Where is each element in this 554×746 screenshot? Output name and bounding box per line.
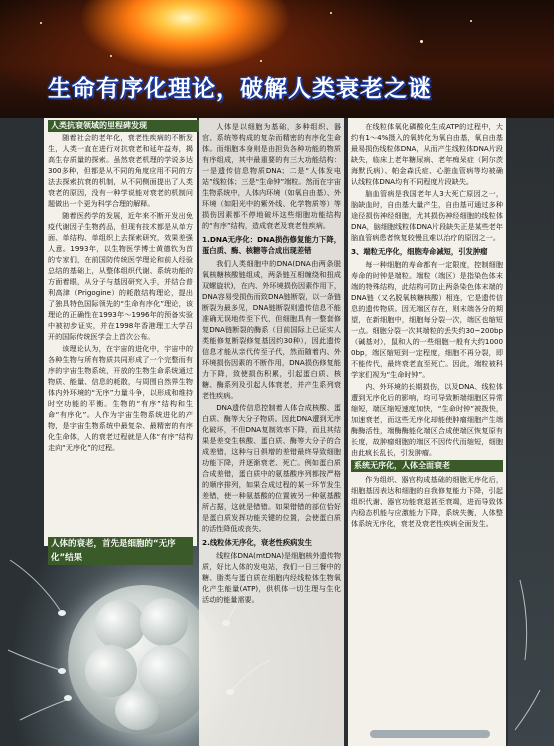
paragraph: DNA遗传信息控制着人体合成核酸、蛋白质、酶等大分子物质。因此DNA遭到无序化破坏，不但DNA复制效率下降，而且其结果是差变生核酸、蛋白质、酶等大分子的合成差错，这种与日俱增的差错最终导致细胞功能下降，并逐渐衰老、死亡。例如蛋白质合成差错，蛋白质中的氨基酸序列都按严格的顺序排列，如果合成过程的某一环节发生差错，使一种氨基酸的位置被另一种氨基酸所占据，这就是错错。如果错错的部位恰好是蛋白质发挥功能关键的位置，会使蛋白质的活性降低或丧失。	[202, 403, 341, 533]
paragraph: 我们人类细胞中的DNA(DNA由两条脱氧核糖核酸链组成，两条链互相缠绕和扭成双螺旋状)，在内、外环境损伤因素作用下，DNA容易受损伤而致DNA链断裂，以一条链断裂为最多见，DNA链断裂则遗传信息不能准确无误地传至下代，但细胞具有一整套修复DNA链断裂的酶系（目前国际上已证实人类能修复断裂修复基因约30种），因此遗传信息才能从亲代传至子代，然而随着内、外环境损伤因素的不断作用，DNA损伤修复能力下降，致使损伤积累，引起蛋白质、核糖、酶系列及引起人体衰老，并产生系列衰老性疾病。	[202, 259, 341, 400]
star-sparkle	[470, 20, 472, 22]
star-sparkle	[40, 22, 42, 24]
paragraph: 随着社会的老年化，衰老性疾病的不断发生，人类一直在进行对抗衰老和延年益寿，揭高生存质量的探索。虽然衰老机理的学说多达300多种，但都是从不同的角度应用不同的方法去探索抗衰的机制，从不同侧面提出了人类衰老的原因，没有一种学说能对衰老的机制问题做出一个更为科学合理的解释。	[48, 133, 193, 208]
column-1	[48, 132, 193, 542]
section-heading: 人体的衰老，首先是细胞的“无序化”结果	[48, 537, 193, 565]
image-caption-bar	[370, 730, 490, 738]
paragraph: 该理论认为，在宇宙的进化中，宇宙中的各种生物与所有物质共同形成了一个完整而有序的宇宙生物系统，开放的生物生命系统通过物质、能量、信息的耗散，与周围自然界生物体内外环境的“无序”力量斗争，以形成和维持时空功能的平衡。生物的“有序”结构和生命“有序化”。人作为宇宙生物系统进化的产物，是宇宙生物系统中最复杂、最精密的有序化生命体，人的衰老过程就是人体“有序”结构走向“无序化”的过程。	[48, 344, 193, 452]
paragraph: 在线粒体氧化磷酸化生成ATP的过程中，大约有1～4%摄入的氧转化为氧自由基，氧自由基最易损伤线粒体DNA，从而产生线粒体DNA片段缺失，临床上老年糖尿病、老年痴呆症（阿尔茨海默氏病）、帕金森氏症、心脏血管病等均被确认线粒体DNA均有不同程度片段缺失。	[351, 122, 503, 186]
column-2	[199, 118, 344, 746]
paragraph: 内、外环境的长期损伤，以及DNA、线粒体遭到无序化后的影响，均可导致断端细胞区异常缩短，端区缩短速度加快，“生命时钟”被拨快，加速衰老，而这些无序化却能使肿瘤细胞产生端酶酶活性，端酶酶能化端区合成使端区恢复原有长度，故肿瘤细胞的端区不因传代而缩短，细胞由此疯长乱长，引发肿瘤。	[351, 382, 503, 457]
subheading: 2.线粒体无序化，衰老性疾病发生	[202, 538, 313, 547]
paragraph: 每一种细胞的寿命都有一定限度，控制细胞寿命的时钟是端粒。端粒（端区）是指染色体末端的特殊结构，此结构可防止两条染色体末端的DNA链（又名脱氧核糖核酸）相连，它是遗传信息的遗传物质。因无端区存在，则末端各分的期望，在新细胞中，细胞每分裂一次，端区也缩短一点。细胞分裂一次其端粒的丢失约30~200bp（碱基对），鼠和人的一些细胞一般有大约10000bp，端区缩短到一定程度，细胞不再分裂，即不能传代，最终衰老直至死亡。因此，端粒被科学家们视为“生命时钟”。	[351, 260, 503, 379]
star-sparkle	[330, 12, 332, 14]
hero-banner	[0, 0, 554, 118]
paragraph: 随着医药学的发展，近年来不断开发出免疫代谢因子生物药品，但现有技术都是从单方面、单结构、单组织上去探索研究，效果差强人意。1993年，以生物医学博士黄德钦为首的专家们，在前国防传统医学理论和前人经验总结的基础上，从整体组织代谢、系统功能的方面着眼，从分子与基因研究入手，并结合普利高津（Prigogine）的耗散结构理论，提出了独具特色国际领先的“生命有序化”理论，该理论的正确性在1993年～1996年的预备实验中被初步证实，并在1998年香港理工大学召开的国际传统医学会上首次公布。	[48, 211, 193, 341]
paragraph: 线粒体DNA(mtDNA)是细胞核外遗传物质，好比人体的发电站，我们一日三餐中的糖、脂类与蛋白质在细胞内经线粒体生物氧化产生能量(ATP)，供机体一切生理与生化活动的能量需要。	[202, 551, 341, 604]
page-title: 生命有序化理论，破解人类衰老之谜	[48, 76, 432, 102]
column-3	[348, 118, 506, 746]
section-heading: 系统无序化，人体全面衰老	[351, 460, 503, 472]
subheading: 3、端粒无序化，细胞寿命减短，引发肿瘤	[351, 247, 488, 256]
paragraph: 作为组织、器官构成基础的细胞无序化后，细胞基因表达和细胞的自我修复能力下降，引起组织代谢、器官功能衰退甚至衰竭，进而导致体内稳态机能与应激能力下降，系统失衡，人体整体系统无序化，衰老及衰老性疾病全面发生。	[351, 475, 503, 528]
section-heading: 人类抗衰领域的里程碑发现	[48, 120, 199, 132]
paragraph: 人体是以细胞为基础，多种组织、器官、系统等构成的复杂而精密的有序化生命体。而细胞本身则是由担负各种功能的物质有序组成，其中最重要的有三大功能结构：一是遗传信息物质DNA；二是“人体发电站”线粒体；三是“生命钟”端粒。然而在宇宙生物系统中，人体内环境（如氧自由基）、外环境（如阳光中的紫外线、化学物质等）等损伤因素都不停地破坏这些细胞功能结构的“有序”结构，造成衰老及衰老性疾病。	[202, 122, 341, 230]
star-sparkle	[420, 40, 423, 43]
paragraph: 脑血管病是我国老年人3大死亡原因之一，脑缺血时，自由基大量产生，自由基可通过多种途径损伤神经细胞，尤其损伤神经细胞的线粒体DNA，脑细胞线粒体DNA片段缺失正是某些老年脑血管病患者恢复较慢且难以治疗的原因之一。	[351, 189, 503, 242]
star-sparkle	[260, 60, 262, 62]
cell-blob	[85, 645, 137, 697]
subheading: 1.DNA无序化：DNA损伤修复能力下降，蛋白质、酶、核糖等合成出现差错	[202, 235, 341, 255]
cell-blob	[140, 598, 188, 646]
star-sparkle	[110, 55, 112, 57]
cell-blob	[95, 600, 145, 650]
cell-blob	[115, 690, 160, 730]
